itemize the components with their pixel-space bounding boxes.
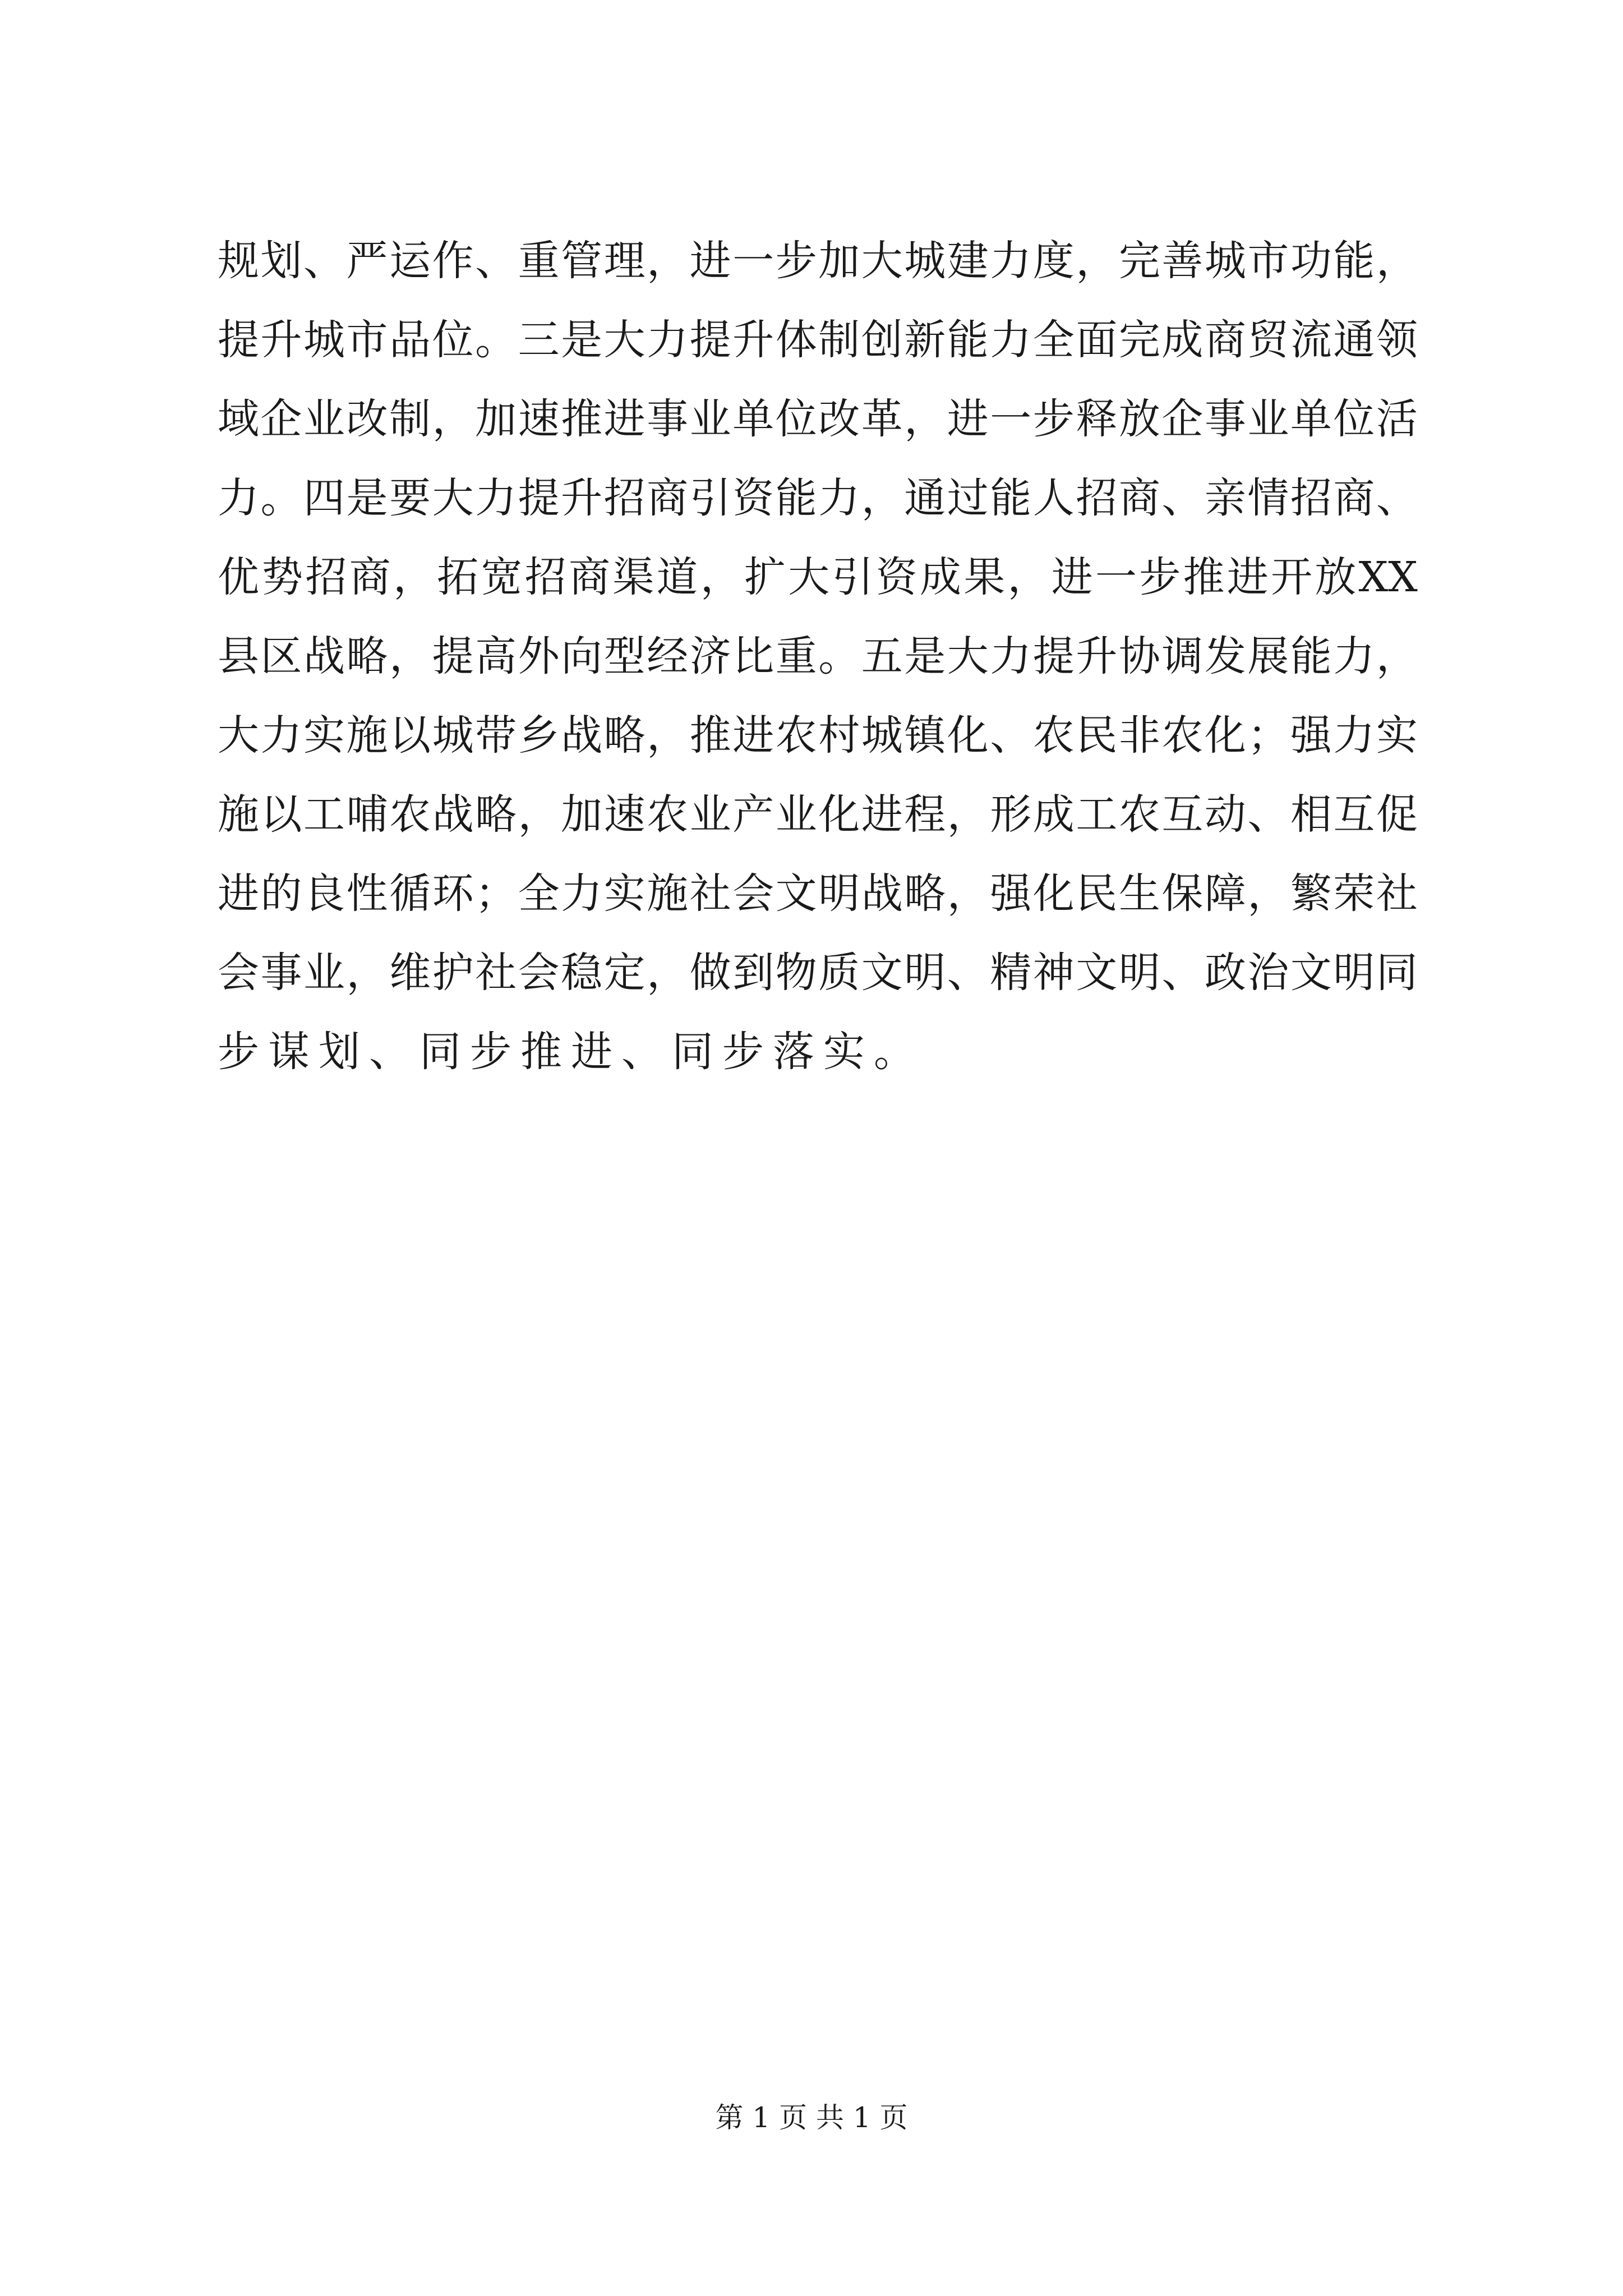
- text-line-11: 步谋划、同步推进、同步落实。: [218, 1028, 924, 1076]
- text-line-7: 大 力 实 施 以 城 带 乡 战 略 ， 推 进 农 村 城 镇 化 、 农 民 非 农 化 ； 强 力 实: [218, 711, 1418, 760]
- text-line-2: 提 升 城 市 品 位 。 三 是 大 力 提 升 体 制 创 新 能 力 全 面 完 成 商 贸 流 通 领: [218, 316, 1418, 364]
- text-line-10: 会 事 业 ， 维 护 社 会 稳 定 ， 做 到 物 质 文 明 、 精 神 文 明 、 政 治 文 明 同: [218, 949, 1418, 997]
- page-number-footer: 第 1 页 共 1 页: [715, 2101, 908, 2134]
- text-line-1: 规 划 、 严 运 作 、 重 管 理 ， 进 一 步 加 大 城 建 力 度 ， 完 善 城 市 功 能 ，: [218, 237, 1418, 285]
- text-line-5: 优 势 招 商 ， 拓 宽 招 商 渠 道 ， 扩 大 引 资 成 果 ， 进 一 步 推 进 开 放 XX: [218, 553, 1418, 601]
- text-line-4: 力 。 四 是 要 大 力 提 升 招 商 引 资 能 力 ， 通 过 能 人 招 商 、 亲 情 招 商 、: [218, 474, 1418, 522]
- text-line-8: 施 以 工 哺 农 战 略 ， 加 速 农 业 产 业 化 进 程 ， 形 成 工 农 互 动 、 相 互 促: [218, 790, 1418, 839]
- text-line-6: 县 区 战 略 ， 提 高 外 向 型 经 济 比 重 。 五 是 大 力 提 升 协 调 发 展 能 力 ，: [218, 632, 1418, 680]
- text-line-9: 进 的 良 性 循 环 ； 全 力 实 施 社 会 文 明 战 略 ， 强 化 民 生 保 障 ， 繁 荣 社: [218, 869, 1418, 918]
- text-line-3: 域 企 业 改 制 ， 加 速 推 进 事 业 单 位 改 革 ， 进 一 步 释 放 企 事 业 单 位 活: [218, 395, 1418, 443]
